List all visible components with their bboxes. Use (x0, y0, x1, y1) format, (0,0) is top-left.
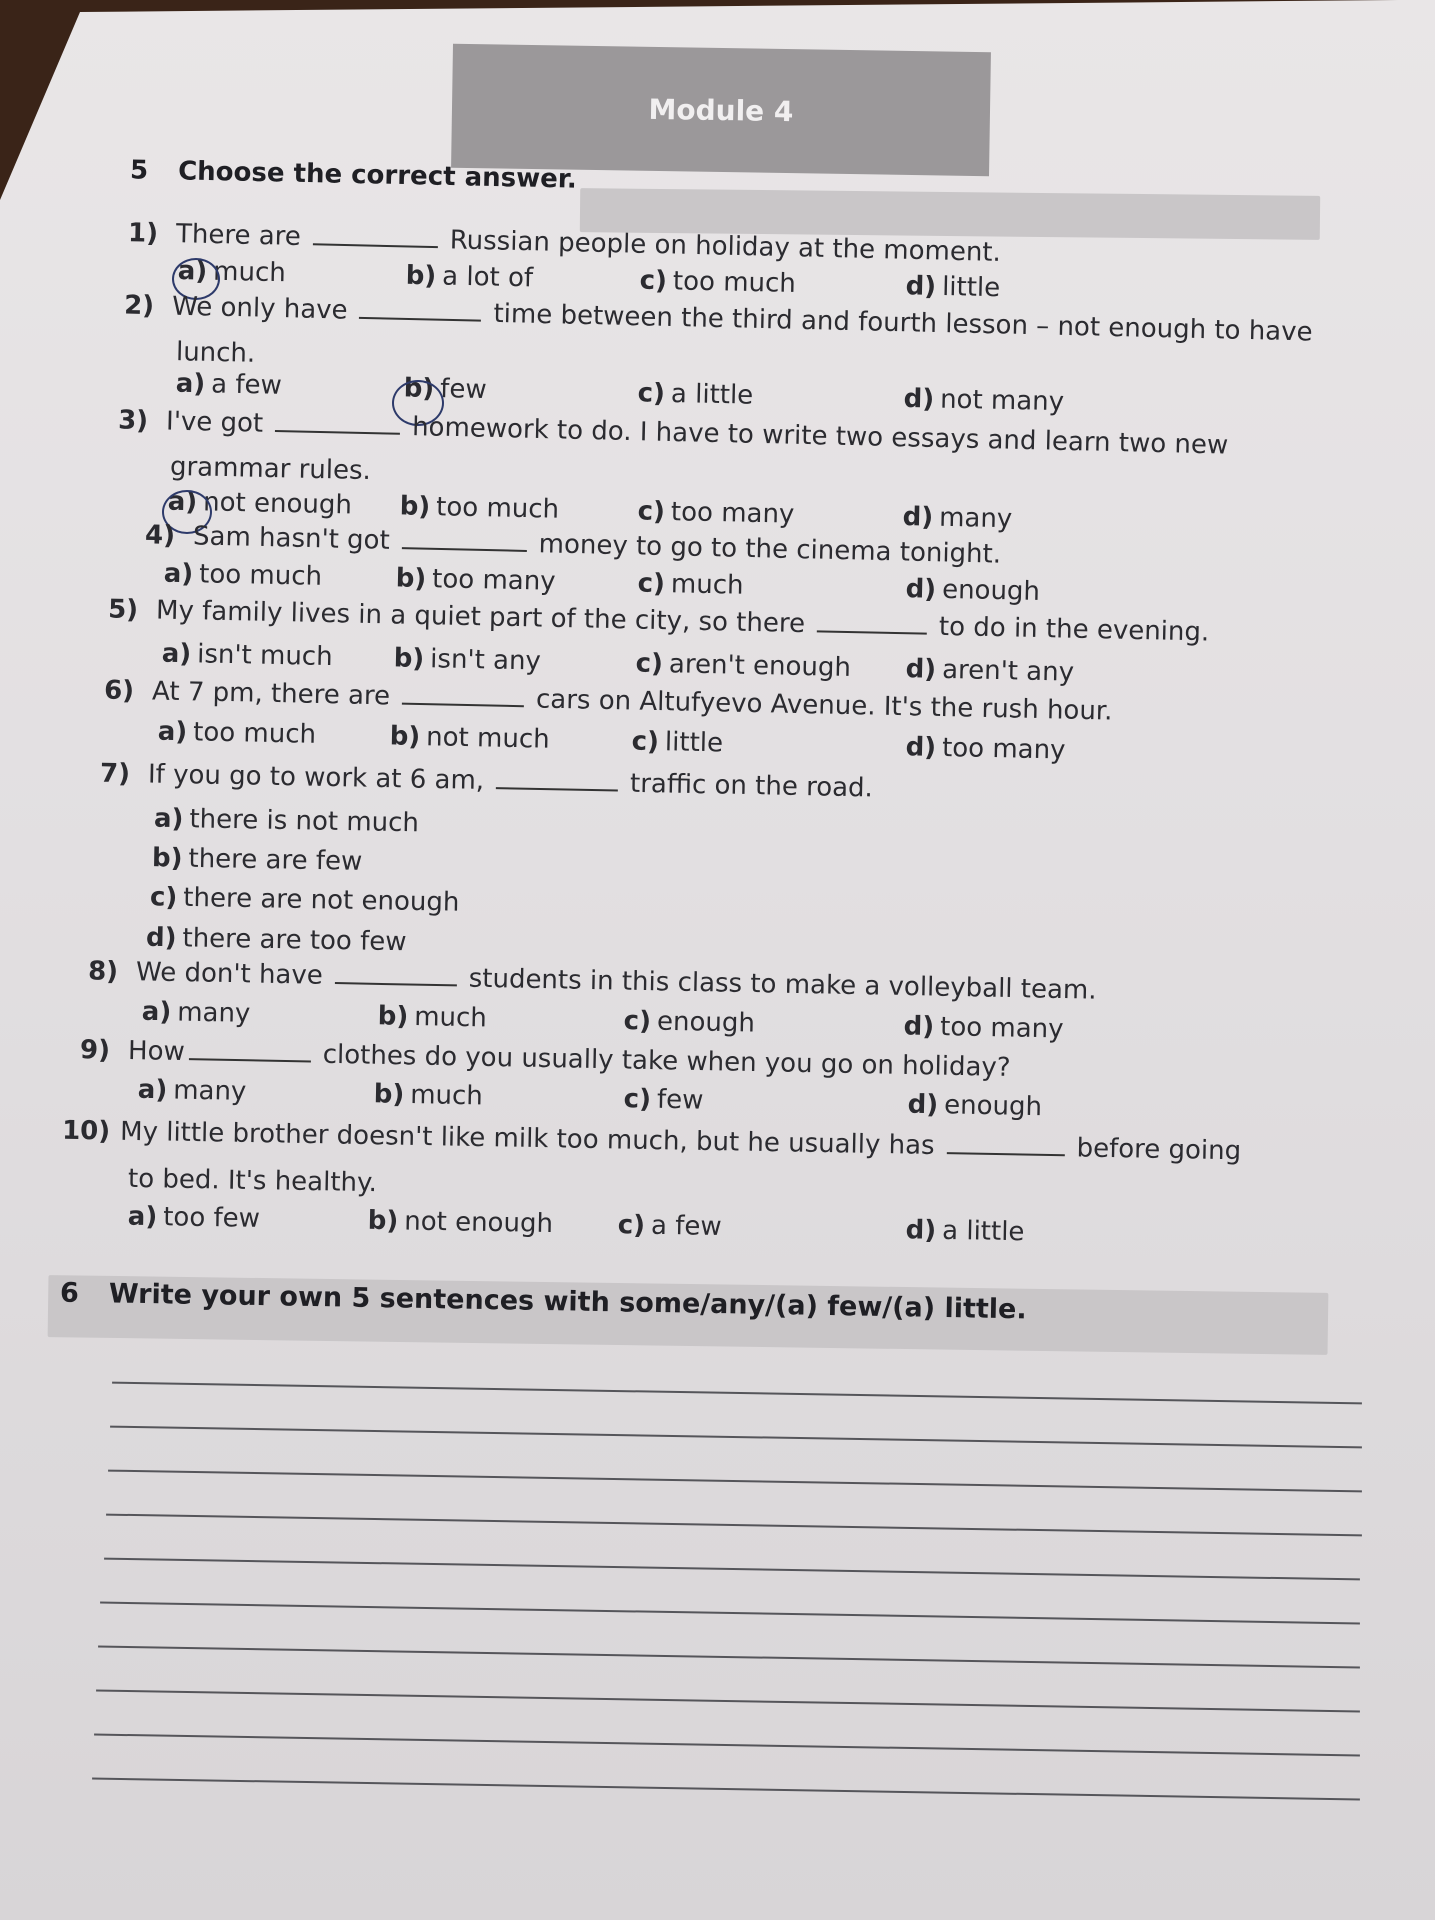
text-span: c) (639, 265, 668, 297)
question-10-continued: to bed. It's healthy. (127, 1163, 378, 1199)
text-span: enough (941, 574, 1041, 607)
text-span: If you go to work at 6 am, (147, 759, 485, 796)
text-span: not enough (404, 1206, 554, 1240)
text-span: a) (137, 1074, 168, 1106)
question-3-continued: grammar rules. (169, 451, 372, 487)
text-span: a) (153, 803, 184, 835)
exercise-number: 6 (59, 1277, 80, 1309)
text-span: before going (1076, 1133, 1242, 1167)
text-span: b) (403, 373, 435, 404)
exercise-number: 5 (129, 155, 149, 186)
text-span: too many (431, 564, 556, 597)
text-span: b) (373, 1079, 405, 1110)
question-2-continued: lunch. (175, 337, 256, 369)
text-span: too few (162, 1202, 261, 1234)
text-span: b) (377, 1001, 409, 1032)
text-span: aren't any (941, 654, 1075, 688)
module-title: Module 4 (451, 44, 991, 176)
text-span: My family lives in a quiet part of the city, so there (155, 595, 806, 640)
question-number: 7) (99, 758, 131, 790)
text-span: d) (905, 654, 937, 685)
text-span: much (413, 1002, 488, 1034)
question-number: 2) (123, 290, 155, 322)
text-span: little (941, 272, 1001, 304)
text-span: there are too few (182, 923, 407, 958)
answer-blank[interactable] (275, 430, 400, 435)
text-span: c) (631, 726, 660, 758)
question-number: 3) (117, 405, 149, 437)
text-span: there are few (188, 843, 363, 877)
text-span: d) (905, 732, 937, 763)
text-span: b) (389, 721, 421, 753)
text-span: b) (367, 1205, 399, 1237)
option-7c (150, 882, 460, 917)
text-span: enough (656, 1006, 756, 1039)
text-span: too much (198, 559, 323, 592)
text-span: not much (425, 722, 550, 755)
text-span: a) (157, 716, 188, 748)
text-span: c) (617, 1210, 646, 1241)
answer-blank[interactable] (313, 243, 438, 248)
text-span: enough (943, 1090, 1043, 1123)
text-span: too much (672, 266, 797, 299)
text-span: many (176, 997, 251, 1029)
text-span: c) (623, 1084, 652, 1115)
answer-blank[interactable] (817, 630, 927, 634)
question-number: 8) (87, 956, 119, 987)
text-span: c) (149, 882, 178, 913)
text-span: time between the third and fourth lesson – not enough to have (493, 298, 1313, 348)
text-span: c) (637, 496, 666, 527)
text-span: We only have (171, 291, 348, 326)
text-span: much (409, 1080, 484, 1112)
text-span: c) (623, 1006, 652, 1037)
text-span: aren't enough (668, 649, 852, 684)
text-span: to do in the evening. (938, 611, 1210, 648)
text-span: there are not enough (183, 882, 460, 918)
text-span: a few (650, 1210, 722, 1242)
question-number: 1) (127, 218, 159, 249)
exercise-instruction: Choose the correct answer. (177, 156, 578, 195)
text-span: c) (635, 648, 664, 680)
text-span: too much (435, 492, 560, 525)
text-span: clothes do you usually take when you go on holiday? (322, 1039, 1011, 1083)
text-span: a little (941, 1215, 1025, 1248)
text-span: too many (941, 733, 1066, 766)
answer-blank[interactable] (496, 787, 618, 791)
option-7d (146, 923, 407, 958)
text-span: d) (905, 271, 937, 302)
text-span: d) (145, 922, 177, 954)
text-span: few (656, 1084, 704, 1116)
text-span: not many (939, 384, 1065, 418)
text-span: there is not much (189, 804, 420, 839)
text-span: b) (151, 843, 183, 874)
text-span: little (664, 727, 724, 759)
text-span: not enough (202, 487, 353, 521)
text-span: a lot of (441, 261, 534, 294)
text-span: c) (637, 378, 666, 409)
question-number: 9) (79, 1035, 111, 1066)
text-span: too many (939, 1012, 1064, 1045)
option-7b (152, 843, 363, 877)
question-number: 5) (107, 594, 139, 626)
text-span: a) (141, 996, 172, 1028)
text-span: a little (670, 378, 754, 411)
text-span: d) (907, 1089, 939, 1121)
question-text-after: Russian people on holiday at the moment. (449, 225, 1002, 268)
answer-blank[interactable] (946, 1152, 1064, 1156)
text-span: d) (905, 1215, 937, 1246)
text-span: isn't much (196, 639, 333, 673)
answer-blank[interactable] (402, 703, 524, 708)
exercise-instruction: Write your own 5 sentences with some/any/(a) few/(a) little. (108, 1278, 1027, 1326)
text-span: students in this class to make a volleyball team. (468, 963, 1097, 1006)
text-span: How (127, 1035, 186, 1068)
text-span: d) (902, 501, 934, 533)
text-span: homework to do. I have to write two essays and learn two new (411, 412, 1229, 461)
text-span: b) (393, 643, 425, 675)
text-span: b) (399, 491, 431, 523)
text-span: money to go to the cinema tonight. (538, 529, 1002, 570)
text-span: a few (210, 369, 283, 401)
text-span: too many (670, 497, 795, 530)
text-span: cars on Altufyevo Avenue. It's the rush hour. (535, 684, 1113, 727)
text-span: d) (903, 1011, 935, 1042)
text-span: a) (127, 1201, 158, 1233)
text-span: d) (905, 574, 937, 605)
text-span: a) (177, 255, 208, 287)
text-span: isn't any (429, 644, 542, 677)
answer-blank[interactable] (335, 982, 457, 986)
text-span: My little brother doesn't like milk too much, but he usually has (119, 1116, 935, 1161)
text-span: d) (903, 383, 935, 415)
answer-blank[interactable] (359, 317, 481, 322)
text-span: few (439, 374, 487, 406)
text-span: At 7 pm, there are (151, 676, 391, 712)
question-number: 6) (103, 675, 135, 707)
text-span: many (938, 502, 1013, 535)
text-span: too much (192, 717, 317, 750)
question-number: 10) (61, 1115, 111, 1147)
text-span: much (212, 256, 287, 289)
text-span: b) (405, 260, 437, 292)
text-span: We don't have (135, 957, 324, 991)
text-span: I've got (165, 406, 264, 439)
answer-blank[interactable] (189, 1058, 311, 1062)
answer-blank[interactable] (402, 547, 527, 552)
text-span: many (172, 1075, 247, 1107)
text-span: a) (175, 368, 206, 400)
text-span: a) (163, 558, 194, 590)
text-span: a) (161, 638, 192, 670)
question-number: 4) (144, 520, 176, 551)
question-text-before: There are (175, 219, 302, 253)
text-span: c) (637, 568, 666, 600)
text-span: traffic on the road. (629, 768, 874, 804)
text-span: Sam hasn't got (192, 521, 391, 556)
text-span: b) (395, 563, 427, 595)
option-7a (154, 804, 419, 839)
text-span: much (670, 569, 744, 601)
text-span: a) (167, 486, 198, 518)
